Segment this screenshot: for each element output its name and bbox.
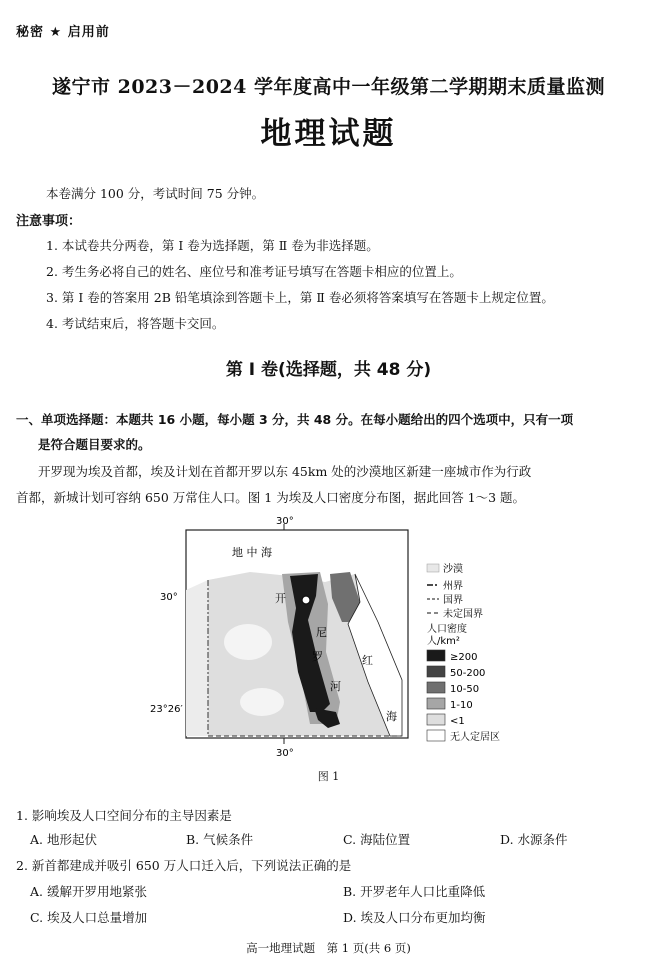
label-he: 河	[330, 680, 341, 693]
question-2-stem: 2. 新首都建成并吸引 650 万人口迁入后，下列说法正确的是	[16, 858, 352, 873]
legend-swatch	[427, 714, 445, 725]
egypt-density-figure	[150, 512, 650, 764]
legend-swatch	[427, 666, 445, 677]
legend-density-unit: 人/km²	[427, 636, 460, 647]
confidential-label: 秘密 ★ 启用前	[16, 25, 110, 40]
notice-heading: 注意事项：	[16, 214, 82, 229]
notice-item-1: 1. 本试卷共分两卷，第 Ⅰ 卷为选择题，第 Ⅱ 卷为非选择题。	[46, 238, 379, 253]
legend-density-levels	[427, 650, 500, 743]
unsettled-area	[224, 624, 272, 660]
passage-line-2: 首都，新城计划可容纳 650 万常住人口。图 1 为埃及人口密度分布图，据此回答 1～3 题。	[16, 490, 526, 505]
libya-land	[186, 580, 208, 736]
label-mediterranean: 地 中 海	[232, 546, 272, 559]
label-hai: 海	[386, 710, 397, 723]
question-1-option-c: C. 海陆位置	[343, 832, 411, 847]
legend-desert: 沙漠	[443, 564, 463, 575]
map-legend	[427, 562, 500, 743]
label-hong: 红	[362, 654, 373, 667]
question-2-option-c: C. 埃及人口总量增加	[30, 910, 148, 925]
legend-level-label: 无人定居区	[450, 732, 500, 743]
question-1-option-d: D. 水源条件	[500, 832, 568, 847]
question-1-stem: 1. 影响埃及人口空间分布的主导因素是	[16, 808, 232, 823]
question-2-option-d: D. 埃及人口分布更加均衡	[343, 910, 486, 925]
legend-level-label: 1-10	[450, 700, 473, 711]
page-footer: 高一地理试题 第 1 页(共 6 页)	[246, 941, 411, 955]
legend-swatch	[427, 730, 445, 741]
passage-line-1: 开罗现为埃及首都，埃及计划在首都开罗以东 45km 处的沙漠地区新建一座城市作为行政	[38, 464, 532, 479]
cairo-marker	[302, 596, 310, 604]
question-2-option-b: B. 开罗老年人口比重降低	[343, 884, 486, 899]
question-2-option-a: A. 缓解开罗用地紧张	[30, 884, 147, 899]
intro-text: 本卷满分 100 分，考试时间 75 分钟。	[46, 186, 265, 201]
notice-item-2: 2. 考生务必将自己的姓名、座位号和准考证号填写在答题卡相应的位置上。	[46, 264, 462, 279]
subject-title: 地理试题	[260, 116, 397, 152]
notice-item-3: 3. 第 Ⅰ 卷的答案用 2B 铅笔填涂到答题卡上，第 Ⅱ 卷必须将答案填写在答题卡上规定位置。	[46, 290, 554, 305]
legend-level-label: 50-200	[450, 668, 486, 679]
label-kai: 开	[275, 592, 286, 605]
part-one-line-2: 是符合题目要求的。	[38, 437, 151, 452]
lat-label-30: 30°	[160, 592, 178, 603]
legend-level-label: ≥200	[450, 652, 478, 663]
label-luo: 罗	[312, 650, 323, 663]
question-1-option-b: B. 气候条件	[186, 832, 254, 847]
legend-swatch	[427, 682, 445, 693]
legend-level-label: <1	[450, 716, 465, 727]
lon-label-top: 30°	[276, 516, 294, 527]
legend-swatch	[427, 698, 445, 709]
legend-density-title: 人口密度	[427, 624, 467, 635]
legend-swatch	[427, 650, 445, 661]
legend-province-boundary: 州界	[443, 581, 463, 592]
exam-title: 遂宁市 2023－2024 学年度高中一年级第二学期期末质量监测	[52, 76, 605, 98]
notice-item-4: 4. 考试结束后，将答题卡交回。	[46, 316, 225, 331]
label-ni: 尼	[316, 626, 327, 639]
legend-desert-swatch	[427, 564, 439, 572]
legend-national-boundary: 国界	[443, 595, 463, 606]
lon-label-bottom: 30°	[276, 748, 294, 759]
part-one-line-1: 一、单项选择题：本题共 16 小题，每小题 3 分，共 48 分。在每小题给出的四个选项中，只有一项	[16, 412, 574, 427]
lat-label-tropic: 23°26′	[150, 704, 183, 715]
figure-caption: 图 1	[317, 770, 340, 783]
legend-undetermined-boundary: 未定国界	[443, 609, 483, 620]
section-title: 第 Ⅰ 卷(选择题，共 48 分)	[225, 360, 432, 380]
question-1-option-a: A. 地形起伏	[30, 832, 97, 847]
egypt-density-map	[150, 512, 650, 764]
unsettled-area	[240, 688, 284, 716]
legend-level-label: 10-50	[450, 684, 480, 695]
